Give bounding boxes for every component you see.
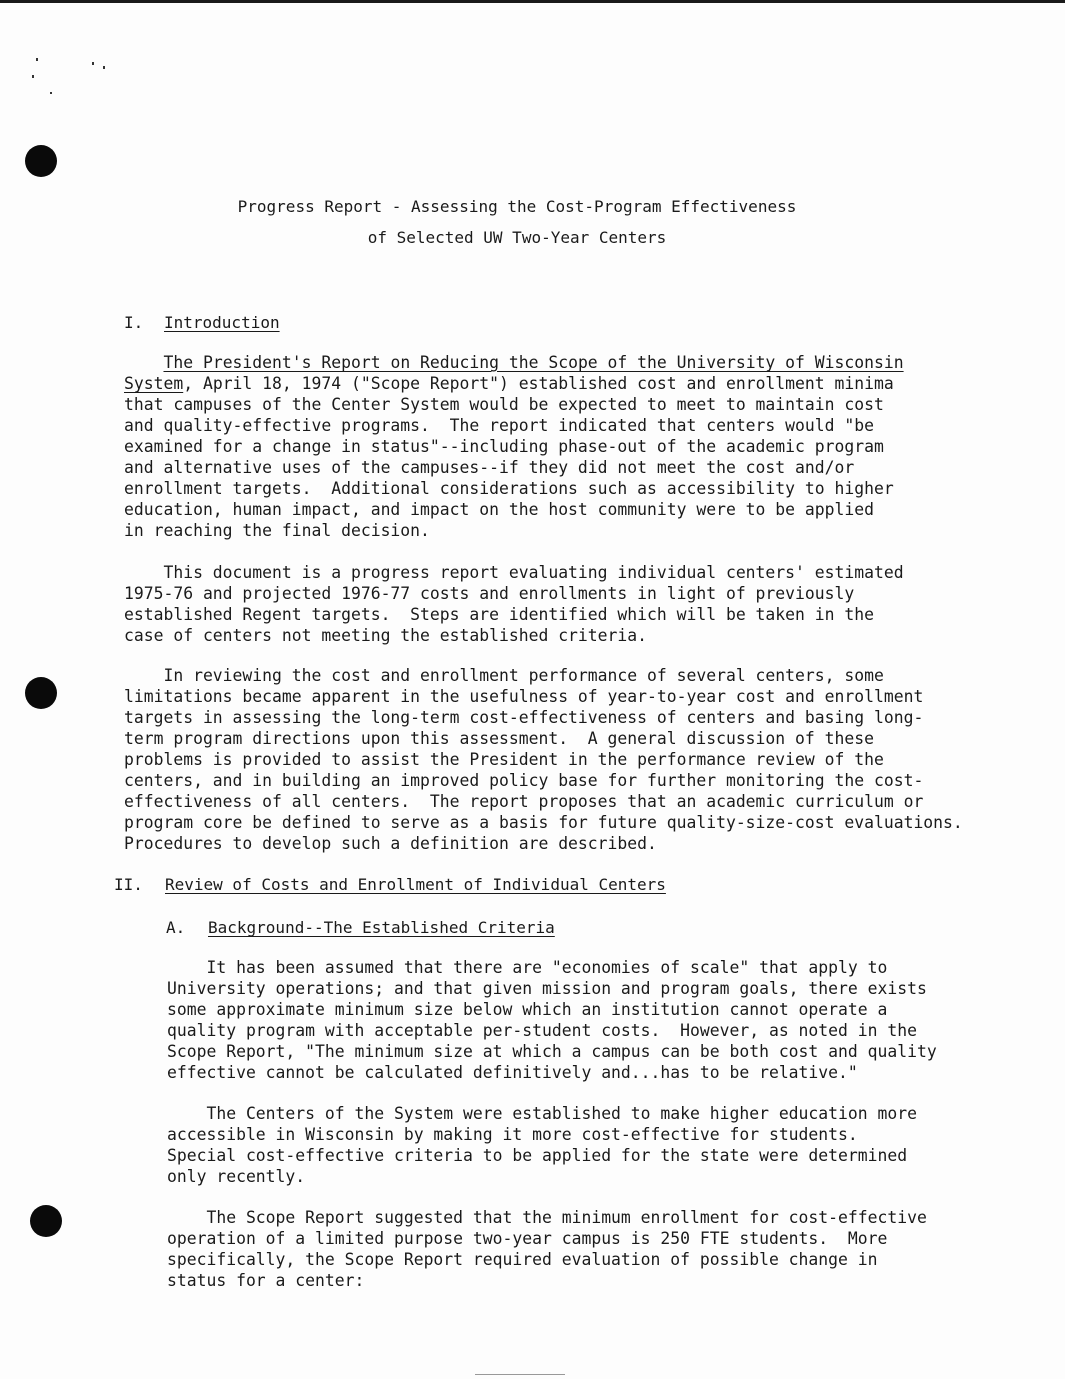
binder-punch-hole-top bbox=[25, 145, 57, 177]
document-title-line-1: Progress Report - Assessing the Cost-Program Effectiveness bbox=[237, 197, 797, 216]
para-line: problems is provided to assist the President in the performance review of the bbox=[124, 750, 884, 769]
para-line: established Regent targets. Steps are identified which will be taken in the bbox=[124, 605, 874, 624]
para-line: that campuses of the Center System would be expected to meet to maintain cost bbox=[124, 395, 884, 414]
scope-report-citation: The President's Report on Reducing the Scope of the University of Wisconsin bbox=[163, 353, 904, 372]
binder-punch-hole-middle bbox=[25, 677, 57, 709]
para-line: program core be defined to serve as a basis for future quality-size-cost evaluations. bbox=[124, 813, 963, 832]
para-line: The Centers of the System were established to make higher education more bbox=[167, 1104, 917, 1123]
para-line: operation of a limited purpose two-year campus is 250 FTE students. More bbox=[167, 1229, 888, 1248]
section-2-number: II. bbox=[114, 875, 143, 894]
para-line: some approximate minimum size below which an institution cannot operate a bbox=[167, 1000, 888, 1019]
para-line: centers, and in building an improved policy base for further monitoring the cost- bbox=[124, 771, 924, 790]
section-1-heading bbox=[124, 313, 280, 333]
para-line: in reaching the final decision. bbox=[124, 521, 430, 540]
bottom-edge-mark bbox=[475, 1374, 565, 1375]
para-line: examined for a change in status"--including phase-out of the academic program bbox=[124, 437, 884, 456]
scan-speck bbox=[103, 66, 105, 69]
para-line: This document is a progress report evaluating individual centers' estimated bbox=[124, 563, 904, 582]
para-line: accessible in Wisconsin by making it more cost-effective for students. bbox=[167, 1125, 858, 1144]
para-line: In reviewing the cost and enrollment performance of several centers, some bbox=[124, 666, 884, 685]
scan-speck bbox=[36, 58, 38, 61]
para-line: targets in assessing the long-term cost-effectiveness of centers and basing long- bbox=[124, 708, 924, 727]
para-line: Procedures to develop such a definition are described. bbox=[124, 834, 657, 853]
scope-report-citation-cont: System bbox=[124, 374, 184, 393]
para-line: education, human impact, and impact on the host community were to be applied bbox=[124, 500, 874, 519]
background-paragraph-1 bbox=[167, 957, 937, 1083]
subsection-a-title: Background--The Established Criteria bbox=[208, 918, 555, 937]
section-1-number: I. bbox=[124, 313, 144, 332]
para-line: and alternative uses of the campuses--if they did not meet the cost and/or bbox=[124, 458, 855, 477]
top-edge-rule bbox=[0, 0, 1065, 3]
para-line: enrollment targets. Additional considerations such as accessibility to higher bbox=[124, 479, 894, 498]
para-line: case of centers not meeting the established criteria. bbox=[124, 626, 648, 645]
para-line: limitations became apparent in the usefulness of year-to-year cost and enrollment bbox=[124, 687, 924, 706]
para-line: It has been assumed that there are "economies of scale" that apply to bbox=[167, 958, 888, 977]
background-paragraph-3 bbox=[167, 1207, 927, 1291]
background-paragraph-2 bbox=[167, 1103, 917, 1187]
para-line: The Scope Report suggested that the minimum enrollment for cost-effective bbox=[167, 1208, 927, 1227]
scan-speck bbox=[50, 92, 52, 94]
para-line: Scope Report, "The minimum size at which a campus can be both cost and quality bbox=[167, 1042, 937, 1061]
subsection-a-number: A. bbox=[166, 918, 186, 937]
para-line: status for a center: bbox=[167, 1271, 365, 1290]
subsection-a-heading bbox=[166, 918, 555, 938]
para-line: quality program with acceptable per-student costs. However, as noted in the bbox=[167, 1021, 917, 1040]
intro-paragraph-1: The President's Report on Reducing the Scope of the University of Wisconsin System, April 18, 1974 ("Scope Report") established cost and enrollment minima that campuses of the Center System would be expected to meet to maintain cost and quality-effective programs. The report indicated that centers would "be examined for a change in status"--including phase-out of the academic program and alternative uses of the campuses--if they did not meet the cost and/or enrollment targets. Additional considerations such as accessibility to higher education, human impact, and impact on the host community were to be applied in reaching the final decision. bbox=[124, 353, 904, 540]
section-1-title: Introduction bbox=[164, 313, 280, 332]
section-2-title: Review of Costs and Enrollment of Individual Centers bbox=[165, 875, 666, 894]
para-line: and quality-effective programs. The report indicated that centers would "be bbox=[124, 416, 874, 435]
binder-punch-hole-bottom bbox=[30, 1205, 62, 1237]
intro-paragraph-3 bbox=[124, 665, 963, 854]
section-2-heading bbox=[114, 875, 666, 895]
para-line: University operations; and that given mission and program goals, there exists bbox=[167, 979, 927, 998]
para-line: term program directions upon this assessment. A general discussion of these bbox=[124, 729, 874, 748]
para-line: Special cost-effective criteria to be applied for the state were determined bbox=[167, 1146, 908, 1165]
para-line: 1975-76 and projected 1976-77 costs and enrollments in light of previously bbox=[124, 584, 855, 603]
para-line: specifically, the Scope Report required evaluation of possible change in bbox=[167, 1250, 878, 1269]
scan-speck bbox=[92, 62, 94, 65]
intro-paragraph-2 bbox=[124, 562, 904, 646]
scan-speck bbox=[32, 75, 34, 78]
para-line: only recently. bbox=[167, 1167, 306, 1186]
document-title-line-2: of Selected UW Two-Year Centers bbox=[367, 228, 667, 247]
para-line: effective cannot be calculated definitively and...has to be relative." bbox=[167, 1063, 858, 1082]
para-line: effectiveness of all centers. The report proposes that an academic curriculum or bbox=[124, 792, 924, 811]
